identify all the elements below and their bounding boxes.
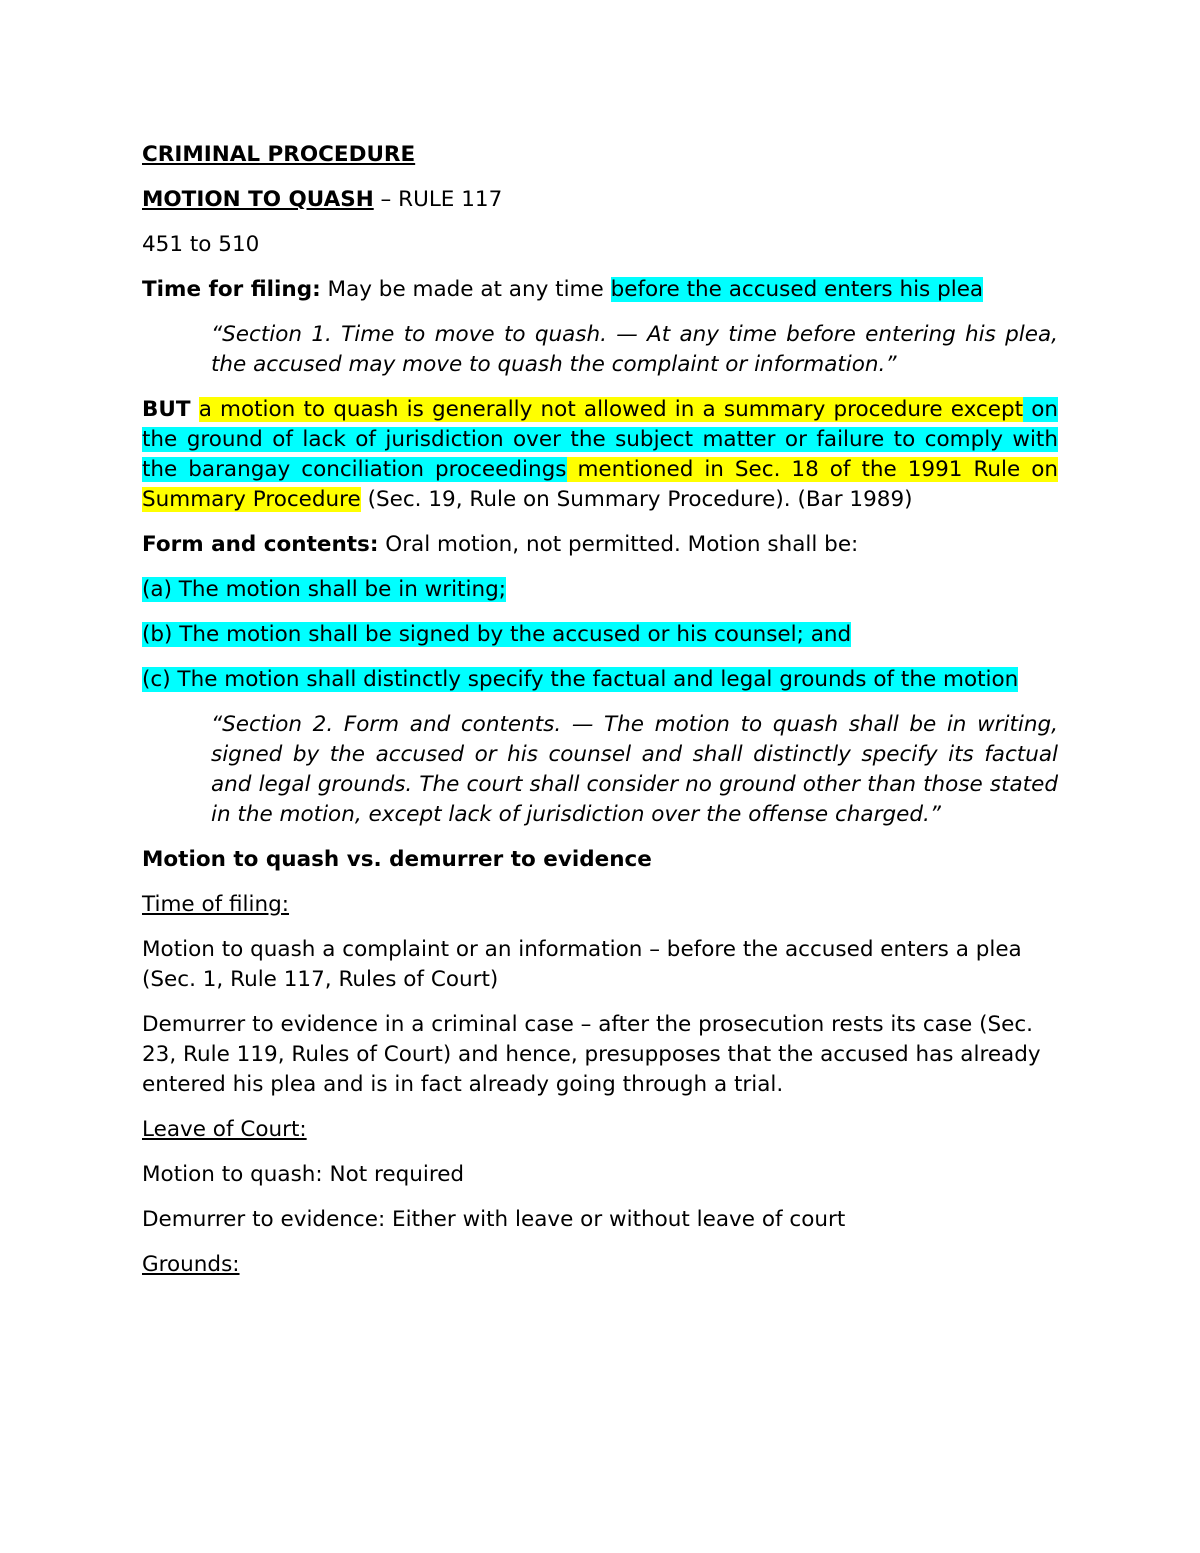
list-item-c-text: (c) The motion shall distinctly specify the factual and legal grounds of the motion xyxy=(142,667,1019,692)
leave-demurrer-paragraph: Demurrer to evidence: Either with leave or without leave of court xyxy=(142,1207,846,1232)
form-contents-text: Oral motion, not permitted. Motion shall be: xyxy=(378,532,859,557)
heading-suffix: – RULE 117 xyxy=(373,187,503,212)
time-for-filing-highlight: before the accused enters his plea xyxy=(610,277,984,302)
summary-tail: (Sec. 19, Rule on Summary Procedure). (Bar 1989) xyxy=(360,487,913,512)
section-heading xyxy=(142,185,1058,215)
time-demurrer-paragraph: Demurrer to evidence in a criminal case – after the prosecution rests its case (Sec. 23, Rule 119, Rules of Court) and hence, presupposes that the accused has already entered his plea and is in fact already going through a trial. xyxy=(142,1012,1041,1097)
document-title xyxy=(142,140,1058,170)
form-contents-label: Form and contents: xyxy=(142,532,379,557)
leave-of-court-label: Leave of Court: xyxy=(142,1117,307,1142)
list-item-c xyxy=(142,665,1058,695)
list-item-b xyxy=(142,620,1058,650)
grounds-subheading xyxy=(142,1250,1058,1280)
form-contents-paragraph xyxy=(142,530,1058,560)
time-mtq-paragraph: Motion to quash a complaint or an information – before the accused enters a plea (Sec. 1, Rule 117, Rules of Court) xyxy=(142,937,1022,992)
cyan-highlight: on the ground of lack of jurisdiction over the subject matter or failure to comply with the barangay conciliation proceedings xyxy=(142,397,1058,482)
time-of-filing-subheading xyxy=(142,890,1058,920)
leave-of-court-subheading xyxy=(142,1115,1058,1145)
time-for-filing-label: Time for filing: xyxy=(142,277,321,302)
list-item-a xyxy=(142,575,1058,605)
time-of-filing-label: Time of filing: xyxy=(142,892,290,917)
heading-main: MOTION TO QUASH xyxy=(142,187,374,212)
section-2-quote: “Section 2. Form and contents. — The motion to quash shall be in writing, signed by the accused or his counsel and shall distinctly specify its factual and legal grounds. The court shall consider no ground other than those stated in the motion, except lack of jurisdiction over the offense charged.” xyxy=(211,712,1058,827)
title-text: CRIMINAL PROCEDURE xyxy=(142,142,416,167)
page-range: 451 to 510 xyxy=(142,232,260,257)
document-page xyxy=(142,140,1058,1295)
comparison-heading: Motion to quash vs. demurrer to evidence xyxy=(142,847,652,872)
section-1-quote: “Section 1. Time to move to quash. — At any time before entering his plea, the accused may move to quash the complaint or information.” xyxy=(211,322,1058,377)
yellow-highlight-1: a motion to quash is generally not allowed in a summary procedure except xyxy=(198,397,1024,422)
grounds-label: Grounds: xyxy=(142,1252,240,1277)
list-item-b-text: (b) The motion shall be signed by the accused or his counsel; and xyxy=(142,622,852,647)
time-for-filing-text: May be made at any time xyxy=(320,277,611,302)
but-space xyxy=(191,397,199,422)
yellow-highlight-2: mentioned in Sec. 18 of the 1991 Rule on Summary Procedure xyxy=(142,457,1059,512)
but-lead: BUT xyxy=(142,397,191,422)
list-item-a-text: (a) The motion shall be in writing; xyxy=(142,577,506,602)
summary-procedure-paragraph xyxy=(142,395,1058,515)
time-for-filing-paragraph xyxy=(142,275,1058,305)
leave-mtq-paragraph: Motion to quash: Not required xyxy=(142,1162,465,1187)
